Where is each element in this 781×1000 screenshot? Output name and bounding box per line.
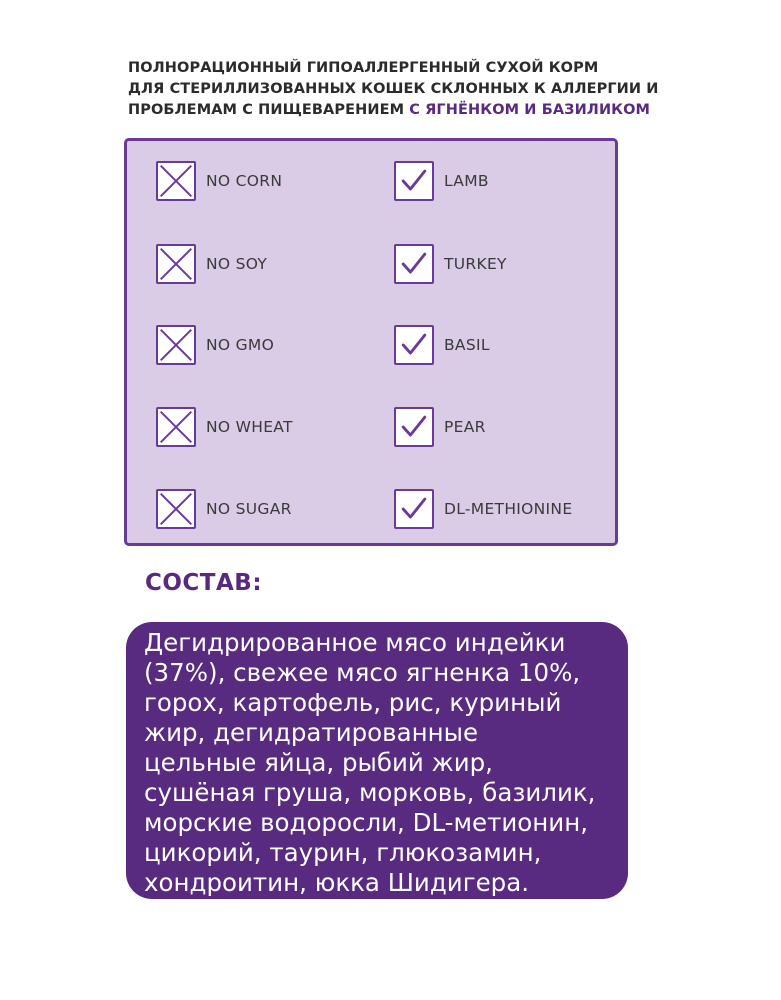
checklist-item-no-gmo <box>156 323 274 367</box>
checklist-label: NO SUGAR <box>206 500 292 518</box>
cross-icon <box>156 489 196 529</box>
composition-line: цикорий, таурин, глюкозамин, <box>144 838 542 867</box>
checklist-item-no-sugar <box>156 487 292 531</box>
cross-icon <box>156 407 196 447</box>
composition-line: сушёная груша, морковь, базилик, <box>144 778 596 807</box>
checklist-item-no-wheat <box>156 405 293 449</box>
checklist-item-no-soy <box>156 242 267 286</box>
checklist-item-lamb <box>394 159 489 203</box>
composition-box <box>126 622 628 899</box>
check-icon <box>394 407 434 447</box>
composition-line: горох, картофель, рис, куриный <box>144 688 562 717</box>
checklist-label: LAMB <box>444 172 489 190</box>
header-line-2: ДЛЯ СТЕРИЛЛИЗОВАННЫХ КОШЕК СКЛОННЫХ К АЛЛЕРГИИ И <box>128 81 659 97</box>
check-icon <box>394 161 434 201</box>
composition-line: цельные яйца, рыбий жир, <box>144 748 493 777</box>
checklist-label: NO CORN <box>206 172 283 190</box>
header-line-3 <box>128 100 668 121</box>
header-line-1: ПОЛНОРАЦИОННЫЙ ГИПОАЛЛЕРГЕННЫЙ СУХОЙ КОРМ <box>128 60 599 76</box>
composition-line: морские водоросли, DL-метионин, <box>144 808 589 837</box>
cross-icon <box>156 161 196 201</box>
header-flavor-highlight: С ЯГНЁНКОМ И БАЗИЛИКОМ <box>409 102 651 118</box>
composition-line: (37%), свежее мясо ягненка 10%, <box>144 658 581 687</box>
checklist-item-turkey <box>394 242 507 286</box>
check-icon <box>394 325 434 365</box>
checklist-label: NO WHEAT <box>206 418 293 436</box>
header-line-3-text: ПРОБЛЕМАМ С ПИЩЕВАРЕНИЕМ <box>128 102 405 118</box>
composition-title: СОСТАВ: <box>145 570 263 596</box>
checklist-item-no-corn <box>156 159 282 203</box>
checklist-label: BASIL <box>444 336 490 354</box>
composition-line: Дегидрированное мясо индейки <box>144 628 566 657</box>
checklist-label: NO SOY <box>206 255 268 273</box>
checklist-label: NO GMO <box>206 336 275 354</box>
cross-icon <box>156 244 196 284</box>
check-icon <box>394 489 434 529</box>
check-icon <box>394 244 434 284</box>
checklist-item-basil <box>394 323 490 367</box>
checklist-label: PEAR <box>444 418 486 436</box>
checklist-item-dl-methionine <box>394 487 572 531</box>
checklist-item-pear <box>394 405 486 449</box>
composition-line: хондроитин, юкка Шидигера. <box>144 868 530 897</box>
product-description-header <box>128 58 668 121</box>
cross-icon <box>156 325 196 365</box>
ingredient-checklist-panel <box>124 138 618 546</box>
checklist-label: TURKEY <box>444 255 507 273</box>
composition-line: жир, дегидратированные <box>144 718 479 747</box>
checklist-label: DL-METHIONINE <box>444 500 573 518</box>
